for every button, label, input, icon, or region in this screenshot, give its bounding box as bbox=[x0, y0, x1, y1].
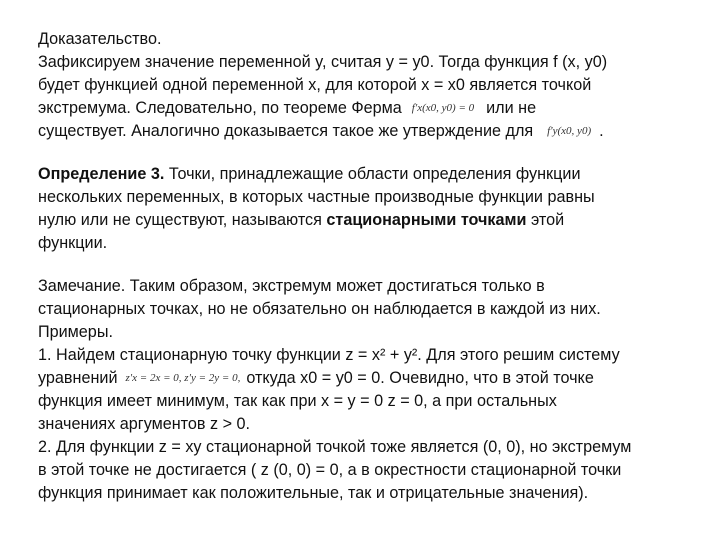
definition-line-3 bbox=[38, 209, 710, 232]
examples-title: Примеры. bbox=[38, 323, 113, 341]
definition-line-2: нескольких переменных, в которых частные производные функции равны bbox=[38, 188, 595, 206]
example-1-line-3: функция имеет минимум, так как при x = y = 0 z = 0, а при остальных bbox=[38, 392, 557, 410]
example-1-line-2-text: уравнений bbox=[38, 369, 118, 387]
definition-line-3-tail: этой bbox=[526, 211, 565, 229]
example-1-line-2 bbox=[38, 367, 710, 390]
proof-line-2: будет функцией одной переменной x, для которой x = x0 является точкой bbox=[38, 76, 592, 94]
example-1-line-2-tail: откуда x0 = y0 = 0. Очевидно, что в этой точке bbox=[246, 369, 594, 387]
system-formula: z′x = 2x = 0, z′y = 2y = 0, bbox=[125, 372, 241, 384]
proof-line-4 bbox=[38, 120, 710, 143]
fermat-formula: f′x(x0, y0) = 0 bbox=[411, 102, 475, 114]
proof-line-3-tail: или не bbox=[486, 99, 537, 117]
definition-line-3-text: нулю или не существуют, называются bbox=[38, 211, 327, 229]
definition-line-4: функции. bbox=[38, 234, 108, 252]
proof-title: Доказательство. bbox=[38, 30, 162, 48]
proof-line-4-tail: . bbox=[599, 122, 604, 140]
example-1-line-4: значениях аргументов z > 0. bbox=[38, 415, 251, 433]
example-2-line-2: в этой точке не достигается ( z (0, 0) = 0, а в окрестности стационарной точки bbox=[38, 461, 622, 479]
definition-label: Определение 3. bbox=[38, 165, 165, 183]
definition-line-1 bbox=[38, 163, 710, 186]
remark-line-2: стационарных точках, но не обязательно он наблюдается в каждой из них. bbox=[38, 300, 601, 318]
proof-line-3-text: экстремума. Следовательно, по теореме Ферма bbox=[38, 99, 402, 117]
example-2-line-1: 2. Для функции z = xy стационарной точкой тоже является (0, 0), но экстремум bbox=[38, 438, 632, 456]
document-body bbox=[38, 28, 710, 505]
proof-line-1: Зафиксируем значение переменной y, считая y = y0. Тогда функция f (x, y0) bbox=[38, 53, 608, 71]
proof-line-4-text: существует. Аналогично доказывается такое же утверждение для bbox=[38, 122, 534, 140]
proof-line-3 bbox=[38, 97, 710, 120]
partial-y-formula: f′y(x0, y0) bbox=[547, 125, 592, 137]
example-2-line-3: функция принимает как положительные, так и отрицательные значения). bbox=[38, 484, 589, 502]
stationary-points-term: стационарными точками bbox=[326, 211, 527, 229]
remark-line-1: Замечание. Таким образом, экстремум может достигаться только в bbox=[38, 277, 545, 295]
definition-text: Точки, принадлежащие области определения функции bbox=[164, 165, 581, 183]
example-1-line-1: 1. Найдем стационарную точку функции z = x² + y². Для этого решим систему bbox=[38, 346, 620, 364]
